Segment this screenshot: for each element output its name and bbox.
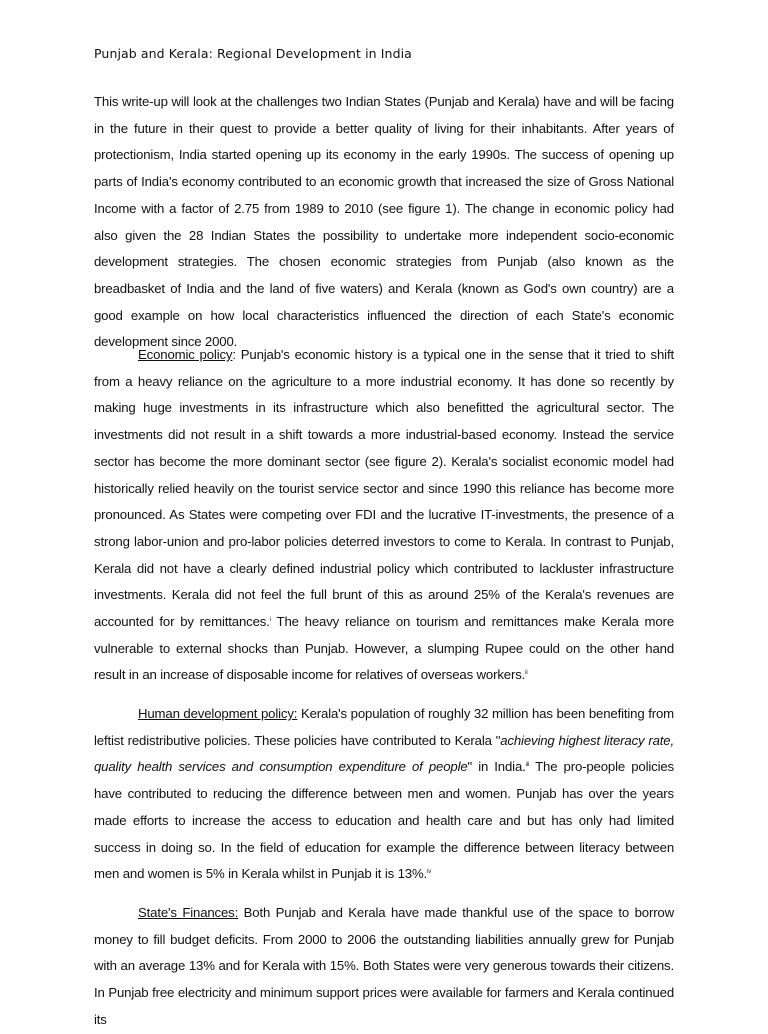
economic-policy-heading: Economic policy <box>138 347 233 362</box>
economic-policy-text: : Punjab's economic history is a typical one in the sense that it tried to shift from a heavy reliance on the agriculture to a more industrial economy. It has done so recently by making huge investments in its infrastructure which also benefitted the agricultural sector. The investments did not result in a shift towards a more industrial-based economy. Instead the service sector has become the more dominant sector (see figure 2). Kerala's socialist economic model had historically relied heavily on the tourist service sector and since 1990 this reliance has become more pronounced. As States were competing over FDI and the lucrative IT-investments, the presence of a strong labor-union and pro-labor policies deterred investors to come to Kerala. In contrast to Punjab, Kerala did not have a clearly defined industrial policy which contributed to lackluster infrastructure investments. Kerala did not feel the full brunt of this as around 25% of the Kerala's revenues are accounted for by remittances. <box>94 347 674 630</box>
human-development-text-continued: " in India. <box>467 759 526 775</box>
footnote-marker[interactable]: ii <box>525 670 528 677</box>
state-finances-text: Both Punjab and Kerala have made thankful use of the space to borrow money to fill budget deficits. From 2000 to 2006 the outstanding liabilities annually grew for Punjab with an average 13% and for Kerala with 15%. Both States were very generous towards their citizens. In Punjab free electricity and minimum support prices were available for farmers and Kerala continued its <box>94 905 674 1027</box>
human-development-heading: Human development policy: <box>138 706 298 721</box>
human-development-text: Kerala's population of roughly 32 million has been benefiting from leftist redistributive policies. These policies have contributed to Kerala " <box>94 706 674 748</box>
economic-policy-text-continued: The heavy reliance on tourism and remittances make Kerala more vulnerable to external shocks than Punjab. However, a slumping Rupee could on the other hand result in an increase of disposable income for relatives of overseas workers. <box>94 614 674 683</box>
intro-paragraph: This write-up will look at the challenges two Indian States (Punjab and Kerala) have and will be facing in the future in their quest to provide a better quality of living for their inhabitants. After years of protectionism, India started opening up its economy in the early 1990s. The success of opening up parts of India's economy contributed to an economic growth that increased the size of Gross National Income with a factor of 2.75 from 1989 to 2010 (see figure 1). The change in economic policy had also given the 28 Indian States the possibility to undertake more independent socio-economic development strategies. The chosen economic strategies from Punjab (also known as the breadbasket of India and the land of five waters) and Kerala (known as God's own country) are a good example on how local characteristics influenced the direction of each State's economic development since 2000. <box>94 94 674 350</box>
footnote-marker[interactable]: iii <box>525 762 530 769</box>
human-development-paragraph <box>94 701 674 888</box>
document-title: Punjab and Kerala: Regional Development in India <box>94 46 412 61</box>
footnote-marker[interactable]: iv <box>427 869 432 876</box>
human-development-quote: achieving highest literacy rate, quality health services and consumption expenditure of people <box>94 732 674 775</box>
state-finances-heading: State's Finances: <box>138 905 239 920</box>
state-finances-paragraph <box>94 900 674 1034</box>
footnote-marker[interactable]: i <box>269 617 271 624</box>
economic-policy-paragraph <box>94 342 674 689</box>
human-development-text-end: The pro-people policies have contributed to reducing the difference between men and women. Punjab has over the years made efforts to increase the access to education and health care and but has only had limited success in doing so. In the field of education for example the difference between literacy between men and women is 5% in Kerala whilst in Punjab it is 13%. <box>94 759 674 882</box>
